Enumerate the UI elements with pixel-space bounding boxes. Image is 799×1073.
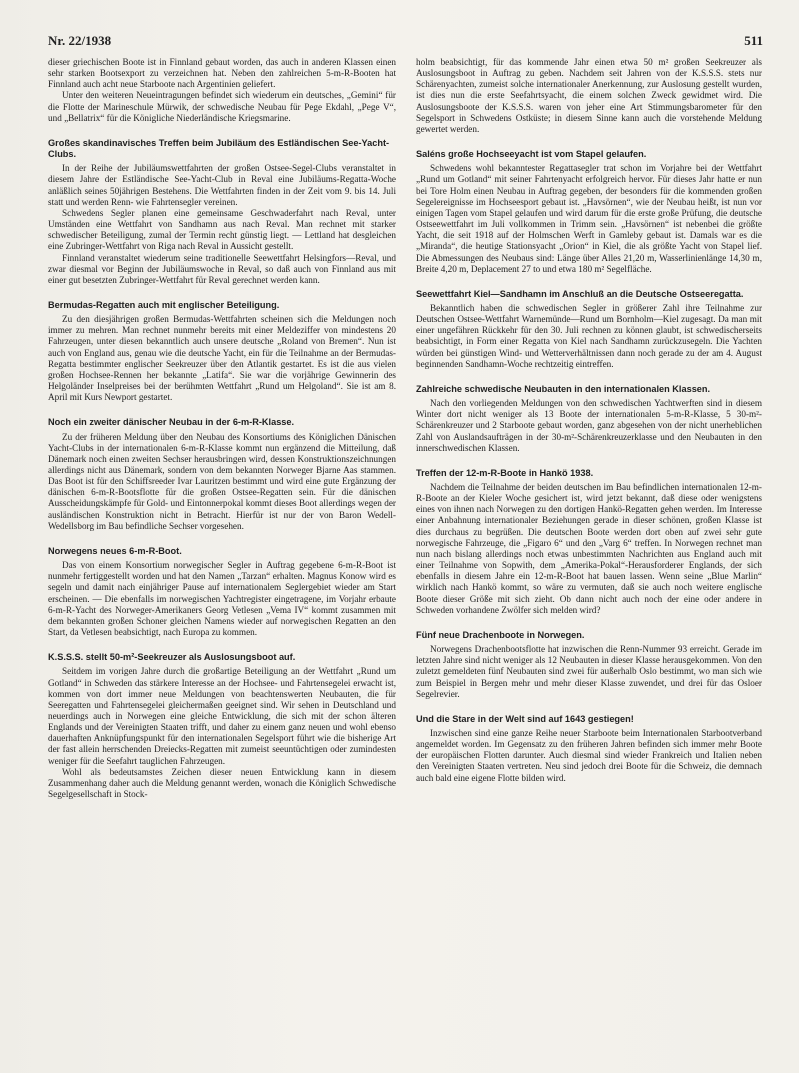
article-paragraph: Unter den weiteren Neueintragungen befindet sich wiederum ein deutsches, „Gemini“ für die Flotte der Marineschule Mürwik, der schwedische Neubau für Pege Ekdahl, „Pege V“, und „Bellatrix“ für die Königliche Niederländische Kriegsmarine. <box>48 90 396 123</box>
article-paragraph: Zu der früheren Meldung über den Neubau des Konsortiums des Königlichen Dänischen Yacht-Clubs in der internationalen 6-m-R-Klasse kommt nun ergänzend die Mitteilung, daß Dänemark noch einen zweiten Sechser herausbringen wird, dessen Konstruktionszeichnungen allerdings nicht aus Dänemark, sondern von dem bekannten Norweger Bjarne Aas stammen. Das Boot ist für den Schiffsreeder Ivar Lauritzen bestimmt und wird eine gute Ergänzung der dänischen 6-m-R-Bootsflotte für die großen Ostsee-Regatten sein. Für die dänischen Ausscheidungskämpfe für Gold- und Eintonnerpokal kommt dieses Boot allerdings wegen der ausländischen Konstruktion nicht in Betracht. Hierfür ist nur der von Baron Wedell-Wedellsborg im Bau befindliche Sechser vorgesehen. <box>48 431 396 531</box>
article-paragraph: Bekanntlich haben die schwedischen Segler in größerer Zahl ihre Teilnahme zur Deutschen Ostsee-Wettfahrt Warnemünde—Rund um Bornholm—Kiel zugesagt. Da man mit einer ungefähren Rückkehr für den 30. Juli rechnen zu können glaubt, ist schwedischerseits beabsichtigt, in Form einer Regatta von Kiel nach Sandhamn zurückzusegeln. Die Yachten würden bei günstigen Wind- und Wetterverhältnissen dann noch gerade zu der am 4. August beginnenden Sandhamn-Woche rechtzeitig eintreffen. <box>416 302 762 369</box>
article-paragraph: Nachdem die Teilnahme der beiden deutschen im Bau befindlichen internationalen 12-m-R-Boote an der Kieler Woche gesichert ist, wird jetzt bekannt, daß diese oder wenigstens eines von ihnen nach Norwegen zu den dortigen Hankö-Regatten gehen werden. Im Interesse einer Anbahnung internationaler Beziehungen gerade in dieser schönen, großen Klasse ist dies durchaus zu begrüßen. Die deutschen Boote werden dort oben auf zwei sehr gute norwegische Fahrzeuge, die „Figaro 6“ und den „Varg 6“ treffen. In Norwegen rechnet man nun nach bislang allerdings noch etwas unbestimmten Nachrichten aus England auch mit einer Teilnahme von Sopwith, dem „Amerika-Pokal“-Herausforderer Englands, der sich ebenfalls in diesem Jahre ein 12-m-R-Boot hat bauen lassen. Wenn seine „Blue Marlin“ wirklich nach Hankö kommt, so wäre zu vermuten, daß sie auch noch weitere englische Boote dieser Größe mit sich zieht. Ob dann nicht auch noch der eine oder andere in Schweden vorhandene Zwölfer sich melden wird? <box>416 482 762 615</box>
article-heading: Und die Stare in der Welt sind auf 1643 gestiegen! <box>416 713 634 724</box>
article-paragraph: Zu den diesjährigen großen Bermudas-Wettfahrten scheinen sich die Meldungen noch immer zu mehren. Man rechnet nunmehr bereits mit einer Meldeziffer von mindestens 20 Fahrzeugen, unter diesen bekanntlich auch unsere deutsche „Roland von Bremen“. Nun ist auch von England aus, genau wie die deutsche Yacht, ein für die Teilnahme an der Bermudas-Regatta bestimmter englischer Seekreuzer über den Atlantik gestartet. Es ist die aus vielen großen Hochsee-Rennen her bekannte „Latifa“. Sie war die vorjährige Gewinnerin des Helgoländer Inselpreises bei der berühmten Wettfahrt „Rund um Helgoland“. Sie ist am 8. April mit Kurs Newport gestartet. <box>48 314 396 403</box>
article-paragraph: Inzwischen sind eine ganze Reihe neuer Starboote beim Internationalen Starbootverband angemeldet worden. Im Gegensatz zu den früheren Jahren befinden sich immer mehr Boote der europäischen Flotten darunter. Auch diesmal sind wieder Frankreich und Italien neben den Vereinigten Staaten vertreten. Neu sind jedoch drei Boote für die Schweiz, die demnach auch bald eine eigene Flotte bilden wird. <box>416 727 762 783</box>
left-column <box>48 57 396 800</box>
article-paragraph: Schwedens Segler planen eine gemeinsame Geschwaderfahrt nach Reval, unter Umständen eine Wettfahrt von Sandhamn aus nach Reval. Man rechnet mit starker schwedischer Beteiligung, zumal der Termin recht günstig liegt. — Lettland hat desgleichen eine Zubringer-Wettfahrt von Riga nach Reval in Aussicht gestellt. <box>48 207 396 252</box>
article-paragraph: dieser griechischen Boote ist in Finnland gebaut worden, das auch in anderen Klassen einen sehr starken Bootsexport zu verzeichnen hat. Neben den zahlreichen 5-m-R-Booten hat Finnland auch acht neue Starboote nach Argentinien geliefert. <box>48 57 396 90</box>
right-column <box>416 57 762 784</box>
article-heading: Seewettfahrt Kiel—Sandhamn im Anschluß an die Deutsche Ostseeregatta. <box>416 288 744 299</box>
article-heading: Bermudas-Regatten auch mit englischer Beteiligung. <box>48 299 280 310</box>
article-paragraph: Finnland veranstaltet wiederum seine traditionelle Seewettfahrt Helsingfors—Reval, und zwar diesmal vor Beginn der Jubiläumswoche in Reval, so daß auch von Finnland aus mit einer gut besetzten Zubringer-Wettfahrt für Reval gerechnet werden kann. <box>48 252 396 285</box>
article-heading: Großes skandinavisches Treffen beim Jubiläum des Estländischen See-Yacht-Clubs. <box>48 137 390 160</box>
article-heading: Norwegens neues 6-m-R-Boot. <box>48 545 182 556</box>
article-heading: Noch ein zweiter dänischer Neubau in der 6-m-R-Klasse. <box>48 417 295 428</box>
article-paragraph: holm beabsichtigt, für das kommende Jahr einen etwa 50 m² großen Seekreuzer als Auslosungsboot in Auftrag zu geben. Nachdem seit Jahren von der K.S.S.S. stets nur Schärenyachten, zumeist solche internationaler Anerkennung, zur Auslosung gestellt wurden, ist dies nun die erste Seefahrtsyacht, die einem solchen Zweck gewidmet wird. Die Auslosungsboote der K.S.S.S. waren von jeher eine Art Stimmungsbarometer für den Segelsport in Schwedens Ostküste; in diesem Sinne kann auch die vorstehende Meldung gewertet werden. <box>416 57 762 134</box>
article-heading: Treffen der 12-m-R-Boote in Hankö 1938. <box>416 467 594 478</box>
article-heading: Fünf neue Drachenboote in Norwegen. <box>416 629 585 640</box>
page-header <box>48 33 763 51</box>
article-paragraph: Nach den vorliegenden Meldungen von den schwedischen Yachtwerften sind in diesem Winter dort nicht weniger als 13 Boote der internationalen 5-m-R-Klasse, 5 30-m²-Schärenkreuzer und 2 Starboote gebaut worden, ganz abgesehen von der nicht unerheblichen Zahl von Auslandsaufträgen in der 30-m²-Schärenkreuzerklasse und den Neubauten in den innerschwedischen Klassen. <box>416 398 762 453</box>
article-paragraph: Das von einem Konsortium norwegischer Segler in Auftrag gegebene 6-m-R-Boot ist nunmehr fertiggestellt worden und hat den Namen „Tarzan“ erhalten. Magnus Konow wird es segeln und damit nach einjähriger Pause auf internationalem Seglergebiet wieder am Start erscheinen. — Die ebenfalls im norwegischen Yachtregister eingetragene, im Vorjahr erbaute 6-m-R-Yacht des Norweger-Amerikaners Georg Vetlesen „Vema IV“ kommt zusammen mit dem bekannten großen Schoner gleichen Namens wieder auf norwegischen Regatten an den Start, da Vetlesen beabsichtigt, nach Europa zu kommen. <box>48 560 396 638</box>
article-heading: K.S.S.S. stellt 50-m²-Seekreuzer als Auslosungsboot auf. <box>48 652 296 663</box>
article-heading: Zahlreiche schwedische Neubauten in den internationalen Klassen. <box>416 383 711 394</box>
article-heading: Saléns große Hochseeyacht ist vom Stapel gelaufen. <box>416 149 647 160</box>
article-paragraph: In der Reihe der Jubiläumswettfahrten der großen Ostsee-Segel-Clubs veranstaltet in diesem Jahre der Estländische See-Yacht-Club in Reval eine Jubiläums-Regatta-Woche anläßlich seines 50jährigen Bestehens. Die Wettfahrten finden in der Zeit vom 9. bis 14. Juli statt und werden Renn- wie Fahrtensegler vereinen. <box>48 163 396 207</box>
issue-number: Nr. 22/1938 <box>48 33 112 48</box>
article-paragraph: Wohl als bedeutsamstes Zeichen dieser neuen Entwicklung kann in diesem Zusammenhang daher auch die Meldung genannt werden, wonach die Königlich Schwedische Segelgesellschaft in Stock- <box>48 766 396 800</box>
article-paragraph: Schwedens wohl bekanntester Regattasegler trat schon im Vorjahre bei der Wettfahrt „Rund um Gotland“ mit seiner Fahrtenyacht erfolgreich hervor. Für dieses Jahr hatte er nun bei Tore Holm einen Neubau in Auftrag gegeben, der besonders für die kommenden großen Segelereignisse im Hochseesport gebaut ist. „Havsörnen“, wie der Neubau heißt, ist nun vor einigen Tagen vom Stapel gelaufen und wird darum für die erste große Prüfung, die deutsche Ostseewettfahrt im Juli vollkommen in Trimm sein. „Havsörnen“ ist nebenbei die größte Yacht, die seit 1918 auf der Holmschen Werft in Gamleby gebaut ist. Damals war es die „Miranda“, die heutige Stationsyacht „Orion“ in Kiel, die als größte Yacht von Stapel lief. Die Abmessungen des Neubaus sind: Länge über Alles 21,20 m, Wasserlinienlänge 14,30 m, Breite 4,20 m, Deplacement 27 to und etwa 180 m² Segelfläche. <box>416 163 762 274</box>
article-paragraph: Seitdem im vorigen Jahre durch die großartige Beteiligung an der Wettfahrt „Rund um Gotland“ in Schweden das stärkere Interesse an der Hochsee- und Fahrtensegelei erwacht ist, kommen von dort immer neue Meldungen von beachtenswerten Neubauten, die für Seeregatten und Fahrtensegelei gleichermaßen geeignet sind. Wir sehen in Deutschland und neuerdings auch in Norwegen eine gleiche Entwicklung, die sich mit der schon älteren Englands und der Vereinigten Staaten trifft, und daher zu einem ganz neuen und wohl ebenso dauerhaften Anknüpfungspunkt für den internationalen Segelsport führt wie die bisherige Art der fast allein herrschenden Dreiecks-Regatten mit zumeist seeuntüchtigen oder zumindesten weniger für die Seefahrt tauglichen Fahrzeugen. <box>48 666 396 766</box>
page-number: 511 <box>744 33 763 48</box>
article-paragraph: Norwegens Drachenbootsflotte hat inzwischen die Renn-Nummer 93 erreicht. Gerade im letzten Jahre sind nicht weniger als 12 Neubauten in dieser Klasse herausgekommen. Von den zuletzt gemeldeten fünf Neubauten sind zwei für außerhalb Oslo bestimmt, wo man sich wie zum Beispiel in Bergen mehr und mehr dieser Klasse zuwendet, und drei für das Osloer Segelrevier. <box>416 644 762 699</box>
